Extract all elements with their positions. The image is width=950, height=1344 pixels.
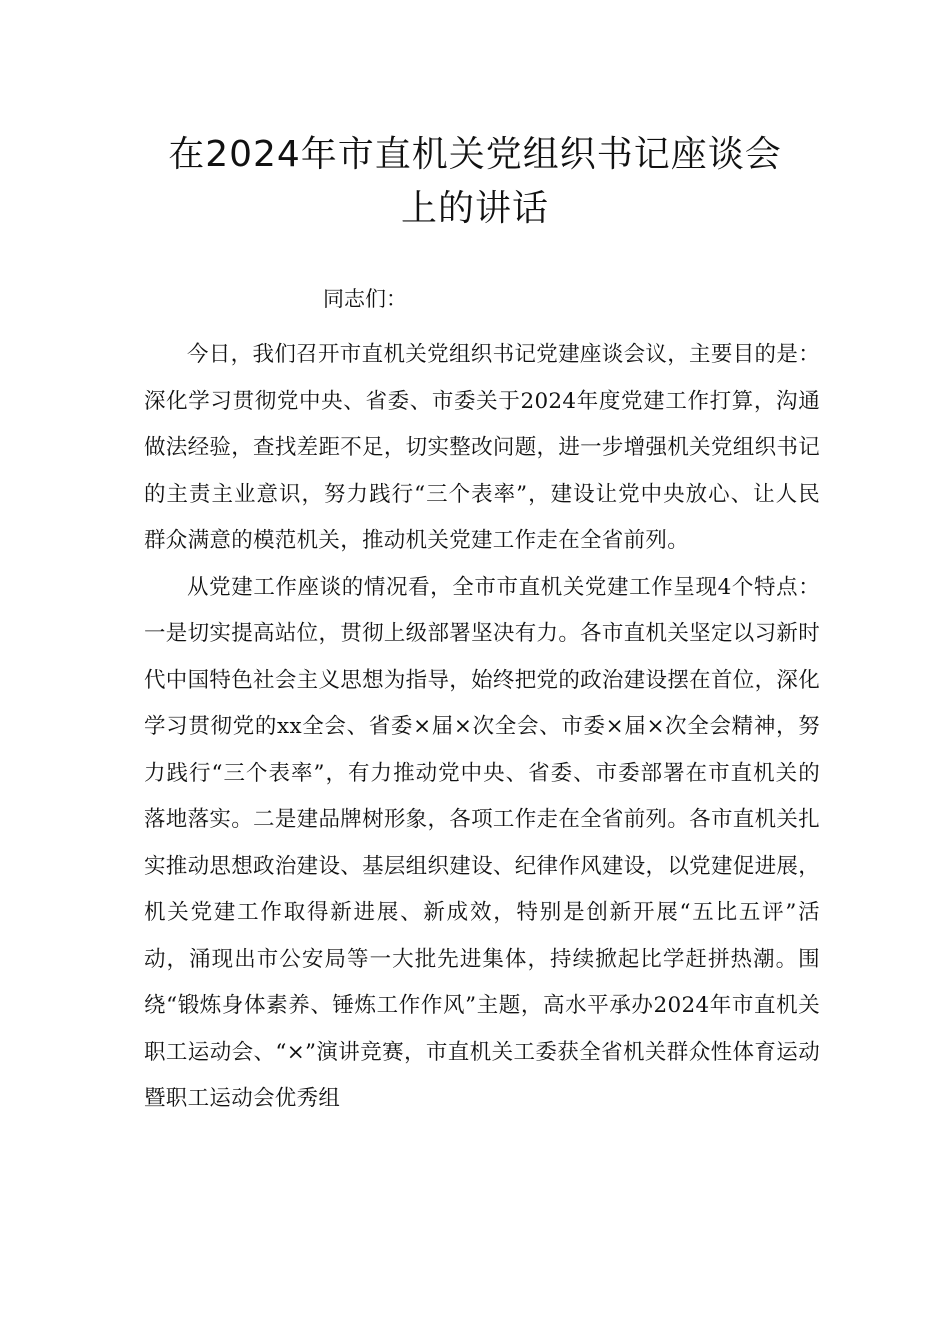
document-title bbox=[100, 128, 850, 236]
title-line-2: 上的讲话 bbox=[400, 188, 549, 229]
title-line-1: 在2024年市直机关党组织书记座谈会 bbox=[168, 134, 782, 175]
paragraph-2: 从党建工作座谈的情况看，全市市直机关党建工作呈现4个特点：一是切实提高站位，贯彻上级部署坚决有力。各市直机关坚定以习新时代中国特色社会主义思想为指导，始终把党的政治建设摆在首位，深化学习贯彻党的xx全会、省委×届×次全会、市委×届×次全会精神，努力践行“三个表率”，有力推动党中央、省委、市委部署在市直机关的落地落实。二是建品牌树形象，各项工作走在全省前列。各市直机关扎实推动思想政治建设、基层组织建设、纪律作风建设，以党建促进展，机关党建工作取得新进展、新成效，特别是创新开展“五比五评”活动，涌现出市公安局等一大批先进集体，持续掀起比学赶拼热潮。围绕“锻炼身体素养、锤炼工作作风”主题，高水平承办2024年市直机关职工运动会、“×”演讲竞赛，市直机关工委获全省机关群众性体育运动暨职工运动会优秀组 bbox=[144, 574, 820, 1111]
paragraph-1: 今日，我们召开市直机关党组织书记党建座谈会议，主要目的是：深化学习贯彻党中央、省委、市委关于2024年度党建工作打算，沟通做法经验，查找差距不足，切实整改问题，进一步增强机关党组织书记的主责主业意识，努力践行“三个表率”，建设让党中央放心、让人民群众满意的模范机关，推动机关党建工作走在全省前列。 bbox=[144, 342, 820, 553]
document-body bbox=[144, 332, 820, 1123]
salutation: 同志们： bbox=[323, 287, 407, 311]
